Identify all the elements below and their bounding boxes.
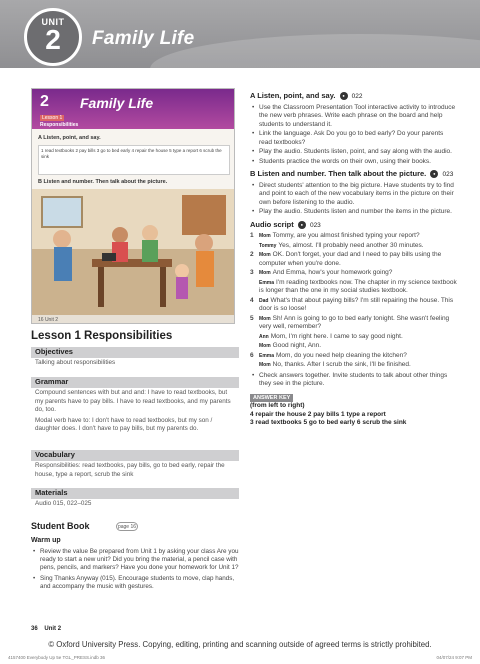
- teacher-notes-column: [250, 88, 458, 428]
- objectives-text: Talking about responsibilities: [35, 359, 116, 366]
- printer-timestamp: 04/07/24 9:07 PM: [436, 655, 472, 660]
- section-b-track: 023: [442, 171, 454, 178]
- section-a-list: [250, 104, 458, 167]
- section-b-title: B Listen and number. Then talk about the picture.: [250, 169, 427, 178]
- audio-cd-icon: ●: [430, 170, 438, 178]
- vocabulary-text: Responsibilities: read textbooks, pay bills, go to bed early, repair the house, type a report, scrub the sink: [35, 462, 225, 478]
- script-line: Tommy Yes, almost. I'll probably need another 30 minutes.: [259, 241, 424, 249]
- audio-script-track: 023: [309, 221, 321, 229]
- page-number: 36: [31, 626, 38, 632]
- section-a-item: • Play the audio. Students listen, point, and say along with the audio.: [250, 148, 458, 157]
- warm-up-list: [31, 548, 239, 593]
- audio-script-heading: [250, 221, 458, 231]
- unit-banner: [0, 0, 480, 68]
- section-a-item: • Use the Classroom Presentation Tool interactive activity to introduce the new verb phrases. Write each phrase on the board and help students to understand it.: [250, 104, 458, 130]
- lesson-title: Lesson 1 Responsibilities: [31, 330, 173, 342]
- unit-label: UNIT: [41, 17, 65, 27]
- script-line: 3 Mom And Emma, how's your homework going?: [250, 269, 393, 276]
- section-a-item: • Link the language. Ask Do you go to bed early? Do your parents read textbooks?: [250, 130, 458, 147]
- audio-cd-icon: ●: [298, 221, 306, 229]
- grammar-text-2: Modal verb have to: I don't have to read textbooks, but my son / daughter does. I don't have to pay bills, but my parents do.: [35, 416, 213, 432]
- thumbnail-section-a: A Listen, point, and say.: [38, 135, 101, 141]
- script-line: 2 Mom OK. Don't forget, your dad and I need to pay bills using the computer when you're done.: [250, 251, 442, 267]
- banner-swoosh: [150, 34, 480, 68]
- unit-title: Family Life: [92, 28, 195, 49]
- grammar-text-1: Compound sentences with but and and: I have to read textbooks, but my parents have to pay bills. I have to read textbooks, and my parents do, too.: [35, 389, 231, 413]
- page-footer: [31, 626, 61, 632]
- objectives-box: [31, 347, 239, 369]
- script-line: Ann Mom, I'm right here. I came to say good night.: [259, 332, 403, 340]
- section-a-heading: [250, 92, 458, 102]
- script-line: 1 Mom Tommy, are you almost finished typing your report?: [250, 232, 420, 239]
- objectives-heading: Objectives: [31, 347, 239, 358]
- student-book-page-ref: page 16: [117, 524, 137, 530]
- audio-script-title: Audio script: [250, 219, 294, 229]
- section-b-item: • Play the audio. Students listen and number the items in the picture.: [250, 208, 458, 217]
- thumbnail-footer: 16 Unit 2: [32, 315, 234, 324]
- section-b-heading: [250, 170, 458, 180]
- section-a-title: A Listen, point, and say.: [250, 91, 336, 100]
- student-book-heading: Student Book: [31, 521, 90, 531]
- section-b-list: [250, 182, 458, 217]
- script-line: Mom No, thanks. After I scrub the sink, I'll be finished.: [259, 361, 411, 368]
- student-book-thumbnail: [31, 88, 235, 324]
- grammar-heading: Grammar: [31, 377, 239, 388]
- vocabulary-heading: Vocabulary: [31, 450, 239, 461]
- vocabulary-box: [31, 450, 239, 480]
- answer-key-row: 4 repair the house 2 pay bills 1 type a report: [250, 410, 386, 418]
- materials-text: Audio 015, 022–025: [35, 500, 92, 507]
- family-scene-illustration: [32, 189, 235, 315]
- script-line: 6 Emma Mom, do you need help cleaning the kitchen?: [250, 351, 407, 359]
- thumbnail-lesson-name: Responsibilities: [40, 122, 79, 128]
- printer-line: [8, 655, 472, 660]
- section-b-item: • Direct students' attention to the big picture. Have students try to find and point to each of the new vocabulary items in the picture on their own before listening to the audio.: [250, 182, 458, 208]
- section-a-track: 022: [351, 93, 363, 100]
- audio-cd-icon: ●: [340, 92, 348, 100]
- unit-badge: [24, 8, 82, 66]
- warm-up-item: • Sing Thanks Anyway (015). Encourage students to move, clap hands, and accompany the music with gestures.: [31, 575, 239, 591]
- followup-item: • Check answers together. Invite students to talk about other things they see in the picture.: [250, 372, 458, 389]
- thumbnail-title: Family Life: [80, 95, 154, 111]
- thumbnail-section-b: B Listen and number. Then talk about the picture.: [38, 179, 168, 185]
- page-unit: Unit 2: [44, 626, 62, 632]
- materials-box: [31, 488, 239, 510]
- answer-key-row: 3 read textbooks 5 go to bed early 6 scrub the sink: [250, 419, 407, 426]
- family-scene-drawing: [32, 189, 235, 315]
- script-line: Emma I'm reading textbooks now. The chapter in my science textbook is longer than the one in my social studies textbook.: [259, 278, 457, 294]
- section-a-item: • Students practice the words on their own, using their books.: [250, 158, 458, 167]
- thumbnail-lesson-label: Lesson 1: [42, 115, 63, 121]
- answer-key-label: ANSWER KEY: [250, 394, 293, 403]
- answer-key-note: (from left to right): [250, 402, 305, 409]
- script-line: Mom Good night, Ann.: [259, 342, 322, 349]
- thumbnail-unit-number: 2: [40, 93, 49, 110]
- audio-script-lines: [250, 232, 458, 370]
- script-line: 5 Mom Sh! Ann is going to go to bed early tonight. She wasn't feeling very well, remember?: [250, 314, 450, 330]
- grammar-box: [31, 377, 239, 437]
- warm-up-heading: Warm up: [31, 537, 61, 544]
- materials-heading: Materials: [31, 488, 239, 499]
- printer-file: 4157400 Everybody Up 5e TGL_PRESS.indb 36: [8, 655, 105, 660]
- copyright-notice: © Oxford University Press. Copying, editing, printing and scanning outside of agreed terms is strictly prohibited.: [48, 640, 432, 649]
- audio-script-followup: [250, 372, 458, 389]
- script-line: 4 Dad What's that about paying bills? I'm still repairing the house. This door is so loose!: [250, 296, 454, 312]
- thumbnail-vocab-box: 1 read textbooks 2 pay bills 3 go to bed early 4 repair the house 5 type a report 6 scrub the sink: [38, 145, 230, 175]
- warm-up-item: • Review the value Be prepared from Unit 1 by asking your class Are you ready to start a new unit? Did you bring the material, a pencil case with pens, pencils, and markers? Have you done your homework for Unit 1?: [31, 548, 239, 573]
- unit-number: 2: [45, 24, 61, 55]
